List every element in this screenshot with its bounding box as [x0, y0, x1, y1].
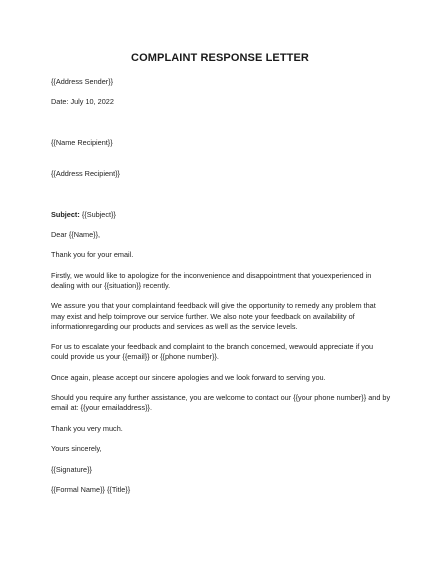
recipient-block — [51, 118, 391, 200]
letter-title: COMPLAINT RESPONSE LETTER — [131, 52, 309, 64]
subject-value: {{Subject}} — [79, 209, 116, 219]
subject-label: Subject: — [51, 209, 80, 219]
signature: {{Signature}} — [51, 464, 92, 474]
letter-date: Date: July 10, 2022 — [51, 97, 114, 107]
paragraph-thank-you: Thank you very much. — [51, 423, 123, 433]
formal-name-title: {{Formal Name}} {{Title}} — [51, 484, 131, 494]
salutation: Dear {{Name}}, — [51, 229, 101, 239]
letter-body — [51, 77, 391, 505]
address-recipient: {{Address Recipient}} — [51, 168, 120, 178]
paragraph-escalation: For us to escalate your feedback and complaint to the branch concerned, wewould appreciate if you could provide us your {{email}} or {{phone number}}. — [51, 342, 376, 362]
paragraph-apology-again: Once again, please accept our sincere apologies and we look forward to serving you. — [51, 372, 326, 382]
subject-line — [51, 210, 391, 220]
paragraph-contact: Should you require any further assistance, you are welcome to contact our {{your phone number}} and by email at: {{your emailaddress}}. — [51, 393, 393, 413]
address-sender: {{Address Sender}} — [51, 77, 114, 86]
closing: Yours sincerely, — [51, 444, 102, 454]
paragraph-apology: Firstly, we would like to apologize for the inconvenience and disappointment that youexperienced in dealing with our {{situation}} recently. — [51, 270, 374, 290]
paragraph-thanks: Thank you for your email. — [51, 250, 134, 260]
name-recipient: {{Name Recipient}} — [51, 138, 113, 148]
paragraph-assurance: We assure you that your complaintand feedback will give the opportunity to remedy any problem that may exist and help toimprove our service further. We also note your feedback on availability of informationregarding our products and services as well as the service levels. — [51, 301, 378, 331]
